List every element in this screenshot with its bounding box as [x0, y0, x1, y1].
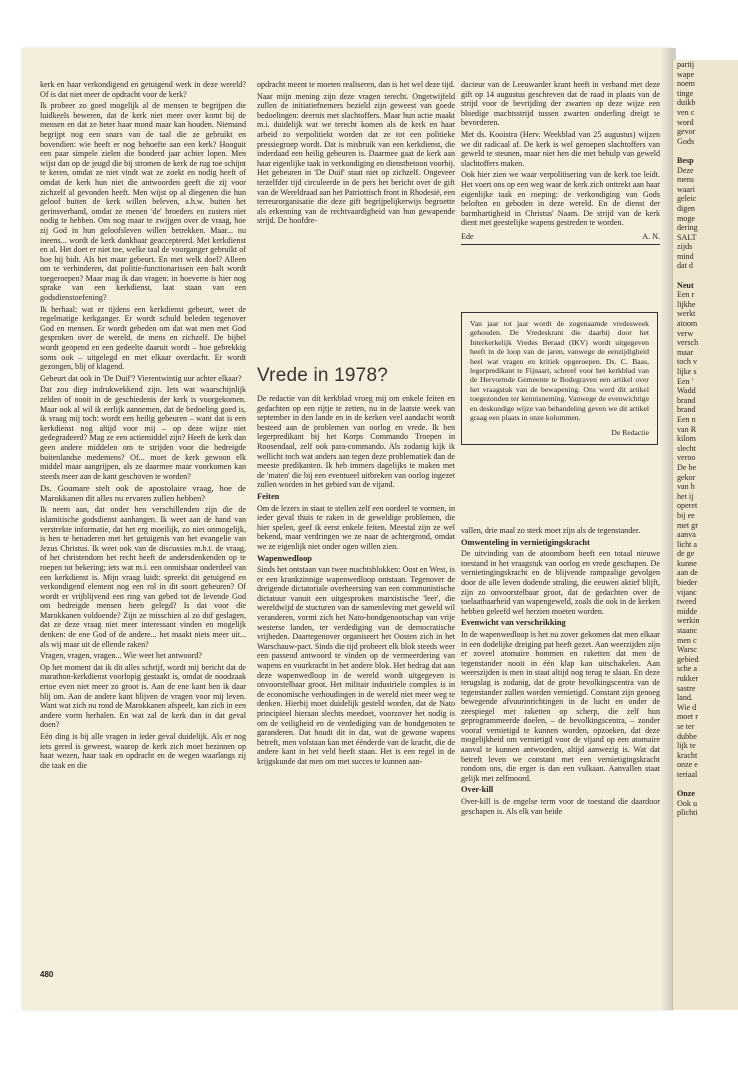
strip-line: verw — [677, 328, 694, 338]
strip-line: kracht — [677, 750, 698, 760]
strip-line: moge — [677, 213, 695, 223]
strip-line: kunne — [677, 558, 697, 568]
strip-line: word — [677, 117, 694, 127]
strip-line: aan de — [677, 568, 698, 578]
strip-line: Ook u — [677, 798, 698, 808]
strip-line: plichti — [677, 808, 698, 818]
section-heading-wapenwedloop: Wapenwedloop — [257, 553, 312, 563]
strip-line: Onze — [677, 789, 695, 799]
paragraph: vallen, drie maal zo sterk moet zijn als de tegenstander. — [461, 526, 641, 535]
strip-line: se ter — [677, 721, 695, 731]
strip-line: kilom — [677, 434, 696, 444]
strip-line: SALT — [677, 232, 697, 242]
strip-line: De be — [677, 462, 697, 472]
paragraph: Eén ding is bij alle vragen in ieder geval duidelijk. Als er nog iets gered is geweest, waarop de kerk zich moet bezinnen op haar wezen, haar taak en opdracht en de wegen waarlangs zij die taak en die — [40, 732, 246, 770]
paragraph: opdracht meent te moeten realiseren, dan is het wel deze tijd. — [257, 80, 455, 89]
paragraph: Vragen, vragen, vragen... Wie weet het antwoord? — [40, 651, 202, 661]
strip-line: het ij — [677, 491, 694, 501]
strip-line: Gods — [677, 136, 695, 146]
strip-line: Wie d — [677, 702, 697, 712]
strip-line: midde — [677, 606, 698, 616]
strip-line: licht a — [677, 539, 698, 549]
strip-line: gekor — [677, 472, 696, 482]
strip-line: waari — [677, 184, 695, 194]
strip-line: maar — [677, 347, 694, 357]
strip-line: tweed — [677, 597, 697, 607]
strip-line: rukker — [677, 674, 699, 683]
strip-line: mens — [677, 175, 695, 185]
strip-line: staanc — [677, 626, 698, 636]
next-page-edge — [672, 60, 738, 1010]
strip-line: Warsc — [677, 645, 698, 655]
paragraph: Ik herhaal: wat er tijdens een kerkdienst gebeurt, weet de regelmatige kerkganger. Er wordt schuld beleden tegenover God en mensen. Er wordt gebeden om dat wat men met God gesproken over de wereld, de mens en zichzelf. De bijbel wordt geopend en een gedeelte daaruit wordt – hoe gebrekkig soms ook – uitgelegd en met elkaar overdacht. Er wordt gezongen, blij of klagend. — [40, 304, 246, 372]
paragraph: Op het moment dat ik dit alles schrijf, wordt mij bericht dat de marathon-kerkdienst voorlopig gestaakt is, omdat de noodzaak ertoe even niet meer zo groot is. Aan de ene kant ben ik daar blij om. Aan de andere kant blijven de vragen voor mij leven. Want wat zich nu rond de Marokkanen afspeelt, kan zich in een andere vorm herhalen. En wat zal de kerk dan in dat geval doen? — [40, 662, 246, 730]
strip-line: Een ' — [677, 376, 694, 386]
strip-line: werkt — [677, 309, 696, 319]
section-heading-omwenteling: Omwenteling in vernietigingskracht — [461, 537, 590, 547]
editorial-note-box — [461, 312, 658, 445]
strip-line: bij ee — [677, 510, 695, 520]
strip-line — [677, 271, 737, 281]
paragraph: Over-kill is de engelse term voor de toestand die daardoor geschapen is. Als elk van beide — [461, 797, 660, 816]
strip-line: operet — [677, 501, 698, 511]
paragraph: In de wapenwedloop is het nu zover gekomen dat men elkaar in een dodelijke dreiging pat heeft gezet. Aan weerzijden zijn er zoveel atomaire bommen en raketten dat men de tegenstander nooit in één klap kan uitschakelen. Aan weerszijden is men in staat altijd nog terug te slaan. En deze terugslag is zodanig, dat de grote bevolkingscentra van de tegenstander zullen worden vernietigd. Constant zijn genoeg bewegende afvuurinrichtingen in de lucht en onder de zeespiegel met raketten op scherp, die zelf hun geprogrammeerde doelen, – de bevolkingscentra, – zonder vooraf vernietigd te kunnen worden, opzoeken, dat deze mogelijkheid om vernietigd voor de vijand op een atomaire aanval te kunnen antwoorden, altijd aanwezig is. Wat dat betreft leven we constant met een vernietigingskracht rondom ons, die erger is dan een vulkaan. Aanvallen staat gelijk met zelfmoord. — [461, 629, 660, 783]
strip-line: sastre — [677, 683, 696, 693]
strip-line: tinge — [677, 88, 694, 98]
strip-line: veroo — [677, 453, 696, 463]
strip-line: wape — [677, 69, 695, 79]
section-heading-overkill: Over-kill — [461, 785, 494, 795]
paragraph: Ook hier zien we waar verpolitisering van de kerk toe leidt. Het voert ons op een weg waar de kerk zich onttrekt aan haar eigenlijke taak en roeping: de verkondiging van Gods beloften en geboden in deze wereld. En de dienst der barmhartigheid in Christus' Naam. De strijd van de kerk dient met geestelijke wapens gestreden te worden. — [461, 170, 660, 228]
paragraph: kerk en haar verkondigend en getuigend werk in deze wereld? Of is dat niet meer de opdracht voor de kerk? — [40, 80, 246, 99]
paragraph: Dat zou diep indrukwekkend zijn. Iets wat waarschijnlijk zelden of nooit in de geschiedenis der kerk is voorgekomen. Maar ook al wil ik eerlijk aannemen, dat de bedoeling goed is, ik vraag mij toch: wordt een heilig gebeuren – want dat is een kerkdienst nog altijd voor mij – op deze wijze niet gedegradeerd? Mag ze een actiemiddel zijn? Heeft de kerk dan geen andere middelen om te strijden voor die bedreigde buitenlandse medemens? Of... moet de kerk gewoon elk middel maar aangrijpen, als ze daarmee maar voorkomen kan steeds meer aan de kant geschoven te worden? — [40, 385, 246, 481]
strip-line: teriaal — [677, 769, 698, 779]
strip-line: dering — [677, 223, 698, 233]
next-page-text-fragments — [677, 60, 737, 818]
article-middle-column — [257, 394, 455, 769]
strip-line — [677, 146, 737, 156]
strip-line: men c — [677, 635, 697, 645]
strip-line: lijke s — [677, 367, 697, 376]
strip-line: sche a — [677, 664, 697, 674]
author-signature — [461, 232, 660, 245]
strip-line: mind — [677, 251, 694, 261]
strip-line: atoom — [677, 319, 698, 329]
paragraph: Ik neem aan, dat onder hen verschillenden zijn die de islamitische godsdienst aanhangen. Ik weet aan de hand van verstrekte informatie, dat het erg moeilijk, zo niet onmogelijk, is hen te benaderen met het getuigenis van het evangelie van Jezus Christus. Ik weet ook van de discussies m.b.t. de vraag, of het christendom het recht heeft de andersdenkenden op te roepen tot bekering; iets wat m.i. een onmisbaar onderdeel van een kerkdienst is. Mijn vraag luidt: spreekt dit getuigend en verkondigend element nog een rol in dit soort gebeuren? Of wordt er vrijblijvend een ring van gebed tot de levende God om bedreigde mensen heen gelegd? Is dat voor die Marokkanen voldoende? Zijn ze misschien al zo duf geslagen, dat ze deze vraag niet meer interessant vinden en mogelijk denken: de ene God of de andere... het maakt niets meer uit... als wij maar uit de ellende raken? — [40, 505, 246, 649]
section-heading-evenwicht: Evenwicht van verschrikking — [461, 618, 566, 628]
paragraph: Om de lezers in staat te stellen zelf een oordeel te vormen, in ieder geval thuis te raken in de geweldige problemen, die hier spelen, geef ik eerst enkele feiten. Meestal zijn ze wel bekend, maar verdringen we ze naar de achtergrond, omdat we ze eigenlijk niet onder ogen willen zien. — [257, 503, 455, 551]
strip-line: ven c — [677, 107, 695, 117]
signature-place: Ede — [461, 231, 474, 241]
paragraph: Naar mijn mening zijn deze vragen terecht. Ongetwijfeld zullen de initiatiefnemers bezield zijn geweest van goede bedoelingen: deernis met slachtoffers. Maar hun actie maakt m.i. duidelijk wat we terecht komen als de kerk en haar arbeid zo verpolitiekt worden dat ze tot een politieke pressiegroep wordt. Dat is misbruik van een kerkdienst, die inderdaad een heilig gebeuren is. Daarmee gaat de kerk aan haar eigenlijke taak in verkondiging en dienstbetoon voorbij. Het gebeuren in 'De Duif' staat niet op zichzelf. Ongeveer terzelfder tijd circuleerde in de pers het bericht over de gift van de Wereldraad aan het Patriottisch front in Rhodesië, een terreurorganisatie die deze gift begrijpelijkerwijs begroette als erkenning van de rechtvaardigheid van hun gewapende strijd. De hoofdre- — [257, 91, 455, 226]
strip-line: gebied — [677, 654, 699, 664]
note-signature: De Redactie — [611, 428, 649, 438]
strip-line: van h — [677, 482, 695, 492]
paragraph: dacteur van de Leeuwarder krant heeft in verband met deze gift op 14 augustus geschreven dat de raad in plaats van de strijd voor de bevrijding der zwarten op deze wijze een bloedige machtsstrijd tussen zwarten onderling dreigt te bevorderen. — [461, 80, 660, 128]
strip-line: digen — [677, 203, 695, 213]
article-right-column — [461, 526, 660, 818]
right-column-top — [461, 80, 660, 245]
strip-line: noem — [677, 79, 695, 89]
strip-line: toch v — [677, 357, 698, 367]
strip-line: brand — [677, 395, 696, 405]
strip-line: Een r — [677, 290, 695, 300]
left-column — [40, 80, 246, 772]
strip-line: dat d — [677, 261, 693, 271]
strip-line: lijkhe — [677, 299, 696, 309]
article-title: Vrede in 1978? — [257, 365, 388, 386]
signature-initials: A. N. — [642, 231, 660, 241]
strip-line: bieder — [677, 578, 698, 588]
strip-line: van R — [677, 424, 697, 434]
article-intro: De redactie van dit kerkblad vroeg mij om enkele feiten en gedachten op een rijtje te zetten, nu in de laatste week van september in den lande en in de kerken veel aandacht wordt besteed aan de problemen van oorlog en vrede. Ik ben legerpredikant bij het Korps Commando Troepen in Roosendaal, zelf ook para-commando. Als zodanig kijk ik wellicht toch wat anders aan tegen deze problematiek dan de meeste predikanten. Ik heb immers dagelijks te maken met de 'maten' die bij een eventueel uitbreken van oorlog ingezet zullen worden in het gebied van de vijand. — [257, 394, 455, 490]
strip-line: aanva — [677, 530, 696, 540]
strip-line: Neut — [677, 280, 694, 290]
strip-line: geleic — [677, 194, 697, 204]
paragraph: De uitvinding van de atoombom heeft een totaal nieuwe toestand in het vraagstuk van oorlog en vrede geschapen. De vernietingingskracht en de blijvende rampzalige gevolgen door de alle leven dodende straling, die eeuwen aktief blijft, zijn zo onvoorstelbaar groot, dat de gedachten over de toelaatbaarheid van wapengeweld, zoals die ook in de kerken hebben geleefd wel herzien moeten worden. — [461, 549, 660, 616]
middle-column-top — [257, 80, 455, 228]
strip-line: land. — [677, 693, 693, 703]
strip-line: Wadd — [677, 386, 696, 396]
paragraph: Met ds. Kooistra (Herv. Weekblad van 25 augustus) wijzen we dit radicaal af. De kerk is wel geroepen slachtoffers van geweld te steunen, maar niet hen die met behulp van geweld slachtoffers maken. — [461, 129, 660, 168]
strip-line — [677, 780, 737, 790]
strip-line: versch — [677, 338, 699, 348]
strip-line: moet r — [677, 712, 698, 722]
strip-line: Besp — [677, 155, 694, 165]
page-number: 480 — [40, 970, 54, 979]
note-text: Van jaar tot jaar wordt de zogenaamde vredesweek gehouden. De Vredeskrant die daarbij door het Interkerkelijk Vredes Beraad (IKV) wordt uitgegeven heeft in de loop van de jaren, vanwege de eenzijdigheid heel wat vragen en kritiek opgeroepen. Ds. C. Baas, legerpredikant te Fijnaart, schreef voor het kerkblad van de Hervormde Gemeente te Bodegraven een artikel over het vraagstuk van de bewapening. Ons werd dit artikel toegezonden ter kennisneming. Vanwege de evenwichtige en deskundige wijze van behandeling geven we dit artikel graag een plaats in onze kolommen. — [470, 319, 649, 423]
strip-line: Deze — [677, 165, 694, 175]
strip-line: partij — [677, 60, 695, 69]
section-heading-feiten: Feiten — [257, 491, 280, 501]
strip-line: gevor — [677, 127, 696, 137]
pull-question: Ds. Goumare stelt ook de apostolaire vraag, hoe de Marokkanen dit alles nu ervaren zullen hebben? — [40, 483, 246, 504]
strip-line: vijanc — [677, 587, 697, 597]
paragraph: Sinds het ontstaan van twee machtsblokken: Oost en West, is er een krankzinnige wapenwedloop ontstaan. Tegenover de dreigende dictatoriale overheersing van een communistische dictatuur vanuit een uitgesproken marxistische 'leer', die wereldwijd de stucturen van de samenleving met geweld wil veranderen, vormt zich het Nato-bondgenootschap van vrije westerse landen, ter verdediging van de democratische vrijheden. Daartegenover organiseert het Oosten zich in het Warschauw-pact. Sinds die tijd probeert elk blok steeds weer een passend antwoord te vinden op de vermeerdering van wapens en vuurkracht in het andere blok. Het bedrag dat aan deze wapenwedloop in de wereld wordt uitgegeven is onvoorstelbaar groot. Het militair industriele complex is in de economische verhoudingen in de wereld niet meer weg te denken. Hierbij moet duidelijk gesteld worden, dat de Nato principieel hieraan slechts meedoet, voorzover het nodig is om de veiligheid en de verdediging van de bondgenoten te garanderen. Dat houdt dit in dat, wat de gewone wapens betreft, men volstaan kan met éénderde van de kracht, die de andere kant in het veld heeft staan. Het is een regel in de krijgskunde dat men om met succes te kunnen aan- — [257, 565, 455, 766]
strip-line: slecht — [677, 443, 696, 453]
strip-line: lijk te — [677, 741, 696, 751]
strip-line: werkin — [677, 616, 700, 626]
strip-line: Een n — [677, 414, 696, 424]
paragraph: Ik probeer zo goed mogelijk al de mensen te begrijpen die luidkeels beweren, dat de kerk niet meer over komt bij de mensen en dat ze beter haar mond maar kan houden. Niemand begrijpt nog een snars van de taal die ze gebruikt en bovendien: wie heeft er nog behoefte aan een kerk? Hooguit een paar simpele zielen die honderd jaar achter lopen. Men wijst dan op de jeugd die bij stromen de kerk de rug toe schijnt te keren, omdat ze niet vindt wat ze zoekt en nodig heeft of omdat de kerk hun niet die antwoorden geeft die zij voor zichzelf al gevonden heeft. Men wijst op al diegenen die hun geloof buiten de kerk willen beleven, a.h.w. buiten het gerinsverband, omdat ze menen 'de' broeders en zusters niet nodig te hebben. Om nog maar te zwijgen over de vraag, hoe zij God in hun geloofsleven willen betrekken. Maar... nu ineens... wordt de kerk dankbaar geaccepteerd. Met kerkdienst en al. Het doet er niet toe, welke taal de voorganger gebruikt of hoe hij bidt. Als het maar gebeurt. En met welk doel? Alleen om te verhinderen, dat politie-functionarissen een halt wordt toegeroepen? Maar mag ik dan vragen: in hoeverre is hier nog sprake van een kerkdienst, laat staan van een godsdienstoefening? — [40, 101, 246, 303]
strip-line: dubbe — [677, 731, 697, 741]
strip-line: met gr — [677, 520, 698, 530]
strip-line: zijds — [677, 242, 693, 252]
strip-line: onze e — [677, 760, 698, 770]
strip-line: brand — [677, 405, 696, 415]
paragraph: Gebeurt dat ook in 'De Duif'? Vierentwintig uur achter elkaar? — [40, 373, 242, 383]
strip-line: duikb — [677, 98, 696, 108]
strip-line: de ge — [677, 549, 695, 559]
